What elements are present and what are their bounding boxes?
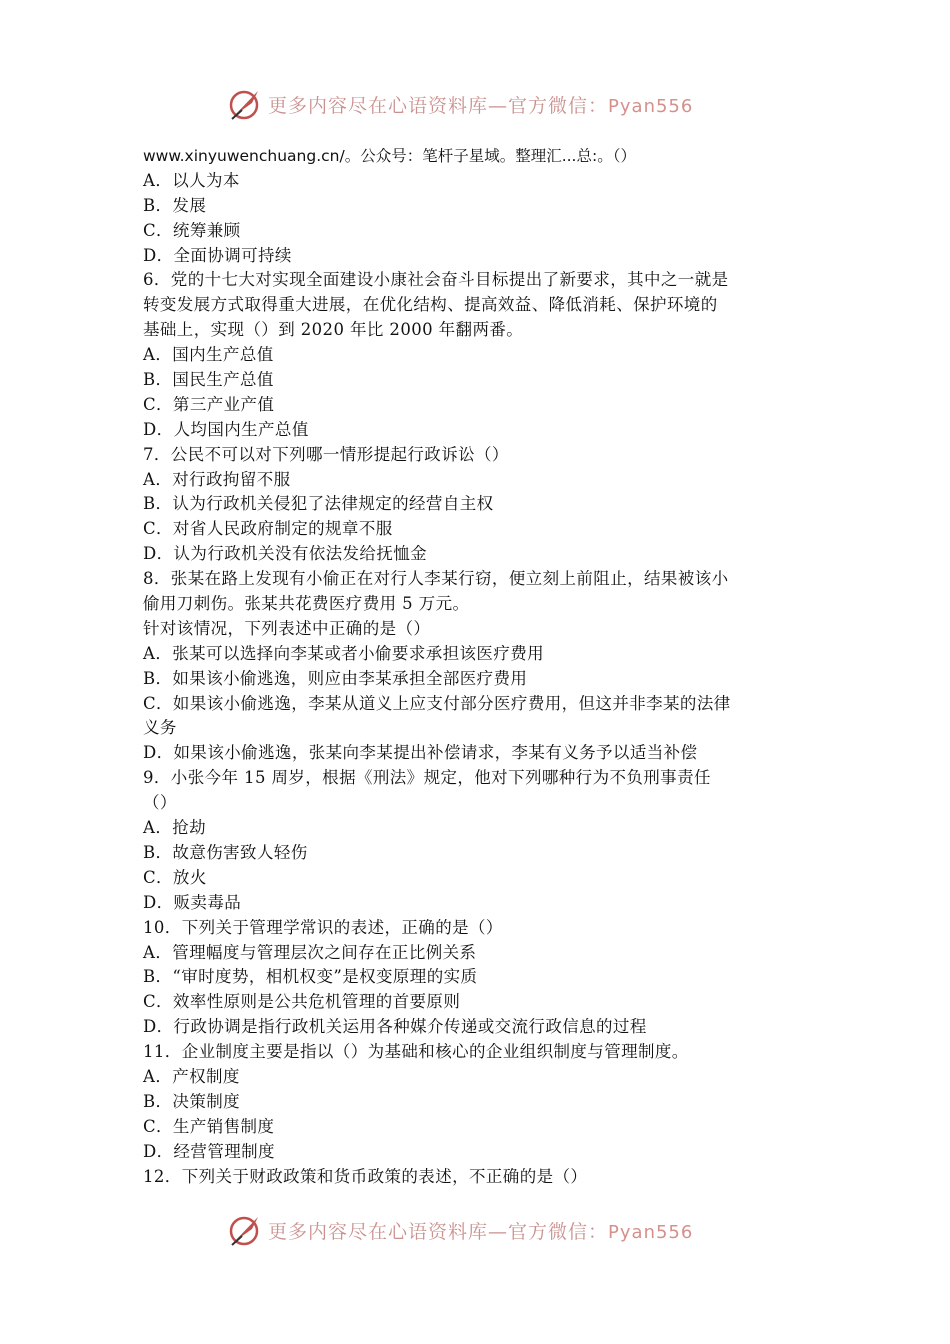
text-line: D．人均国内生产总值	[143, 419, 309, 439]
text-line: D．行政协调是指行政机关运用各种媒介传递或交流行政信息的过程	[143, 1017, 647, 1037]
text-line: B．认为行政机关侵犯了法律规定的经营自主权	[143, 494, 494, 514]
text-line: 7．公民不可以对下列哪一情形提起行政诉讼（）	[143, 444, 509, 464]
text-line: B．如果该小偷逃逸，则应由李某承担全部医疗费用	[143, 668, 528, 688]
header-banner	[228, 86, 748, 122]
text-line: 6．党的十七大对实现全面建设小康社会奋斗目标提出了新要求，其中之一就是	[143, 270, 729, 290]
text-line: 10．下列关于管理学常识的表述，正确的是（）	[143, 917, 503, 937]
text-line: 偷用刀刺伤。张某共花费医疗费用 5 万元。	[143, 594, 470, 614]
text-line: A．张某可以选择向李某或者小偷要求承担该医疗费用	[143, 643, 545, 663]
text-line: A．对行政拘留不服	[143, 469, 291, 489]
text-line: B．“审时度势，相机权变”是权变原理的实质	[143, 967, 478, 987]
text-line: 9．小张今年 15 周岁，根据《刑法》规定，他对下列哪种行为不负刑事责任	[143, 768, 711, 788]
text-line: A．以人为本	[143, 170, 240, 190]
document-body	[143, 144, 813, 1189]
text-line: C．生产销售制度	[143, 1116, 275, 1136]
text-line: www.xinyuwenchuang.cn/。公众号：笔杆子星域。整理汇...总:。（）	[143, 147, 636, 165]
banner-text: 更多内容尽在心语资料库—官方微信：Pyan556	[268, 1220, 694, 1243]
text-line: B．发展	[143, 195, 207, 215]
text-line: C．对省人民政府制定的规章不服	[143, 519, 393, 539]
text-line: D．贩卖毒品	[143, 892, 242, 912]
text-line: B．决策制度	[143, 1091, 241, 1111]
text-line: 针对该情况，下列表述中正确的是（）	[143, 618, 431, 638]
text-line: （）	[143, 793, 177, 813]
text-line: D．经营管理制度	[143, 1141, 275, 1161]
text-line: B．国民生产总值	[143, 370, 274, 390]
quill-logo-icon	[228, 86, 264, 122]
text-line: C．第三产业产值	[143, 394, 275, 414]
text-line: A．国内生产总值	[143, 345, 274, 365]
text-line: 12．下列关于财政政策和货币政策的表述，不正确的是（）	[143, 1166, 588, 1186]
text-line: D．认为行政机关没有依法发给抚恤金	[143, 544, 428, 564]
text-line: A．产权制度	[143, 1066, 240, 1086]
text-line: C．如果该小偷逃逸，李某从道义上应支付部分医疗费用，但这并非李某的法律	[143, 693, 731, 713]
text-line: D．如果该小偷逃逸，张某向李某提出补偿请求，李某有义务予以适当补偿	[143, 743, 698, 763]
text-line: C．统筹兼顾	[143, 220, 241, 240]
text-line: 11．企业制度主要是指以（）为基础和核心的企业组织制度与管理制度。	[143, 1042, 689, 1062]
footer-banner	[228, 1212, 748, 1248]
text-line: D．全面协调可持续	[143, 245, 292, 265]
text-line: A．抢劫	[143, 818, 207, 838]
text-line: 转变发展方式取得重大进展，在优化结构、提高效益、降低消耗、保护环境的	[143, 295, 718, 315]
text-line: 8．张某在路上发现有小偷正在对行人李某行窃，便立刻上前阻止，结果被该小	[143, 569, 729, 589]
text-line: C．效率性原则是公共危机管理的首要原则	[143, 992, 461, 1012]
text-line: 义务	[143, 718, 177, 738]
text-line: B．故意伤害致人轻伤	[143, 842, 308, 862]
banner-text: 更多内容尽在心语资料库—官方微信：Pyan556	[268, 94, 694, 117]
quill-logo-icon	[228, 1212, 264, 1248]
text-line: C．放火	[143, 867, 207, 887]
text-line: A．管理幅度与管理层次之间存在正比例关系	[143, 942, 477, 962]
text-line: 基础上，实现（）到 2020 年比 2000 年翻两番。	[143, 320, 524, 340]
